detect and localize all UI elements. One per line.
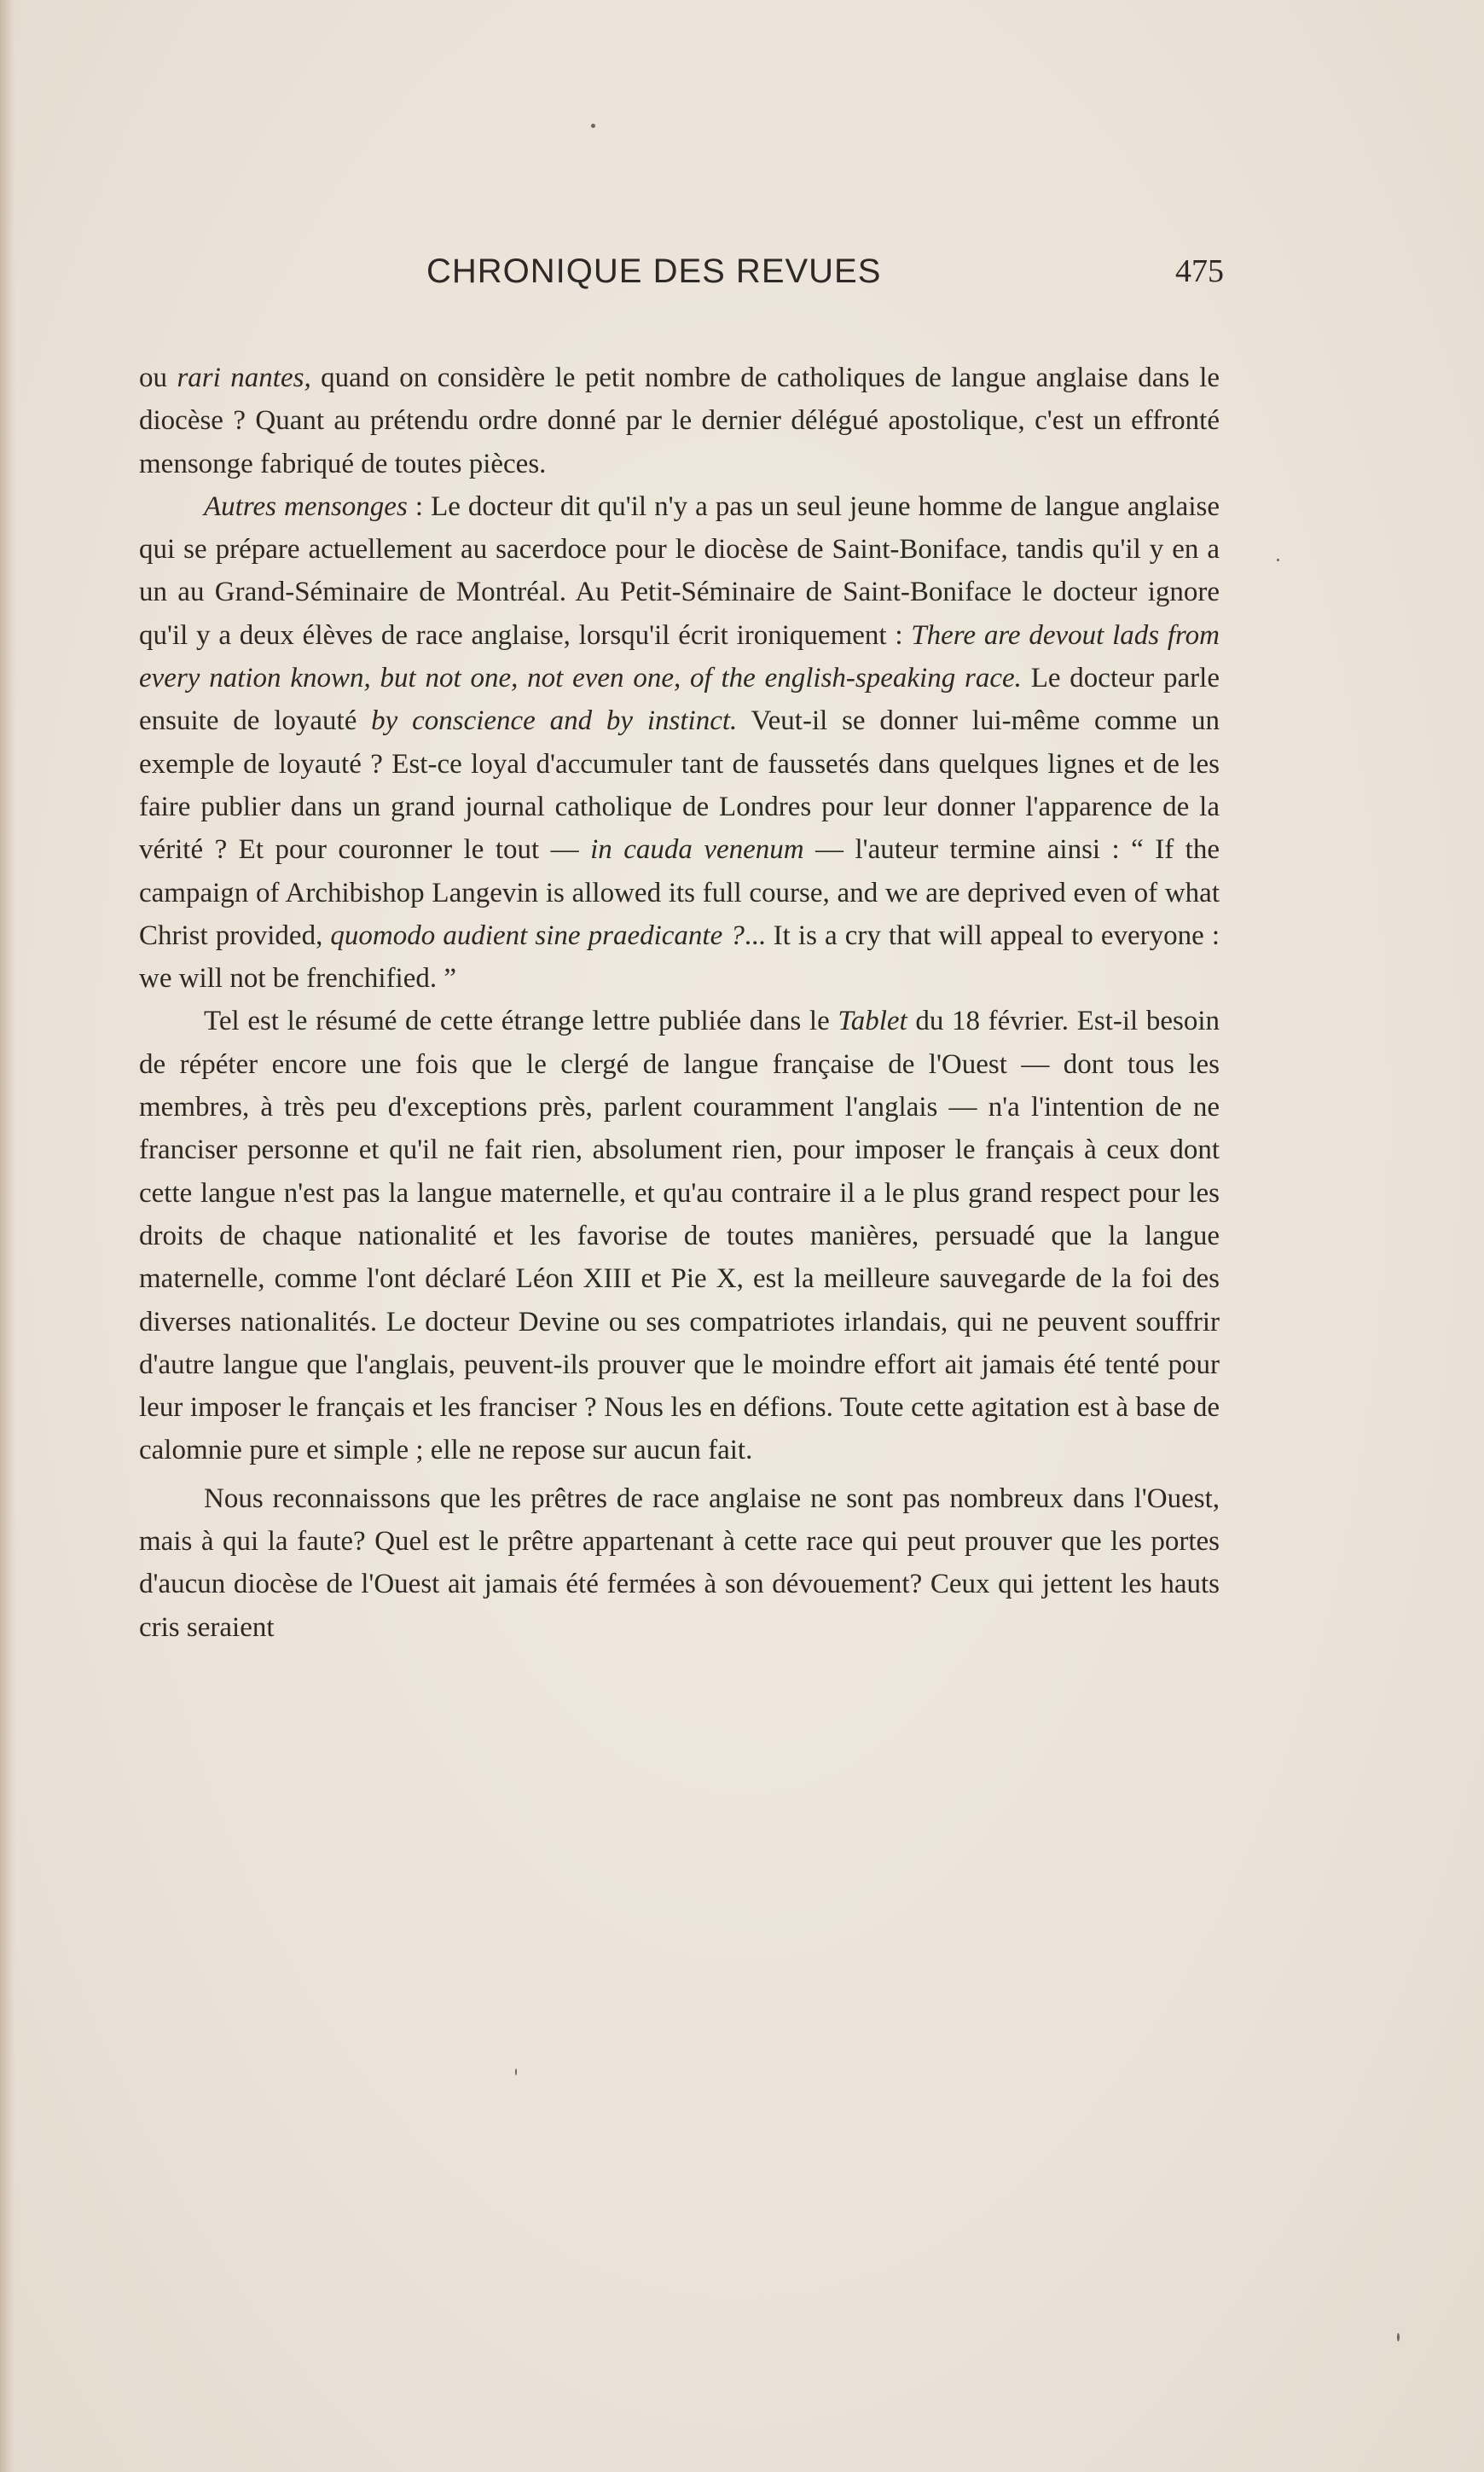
- text-run: Le docteur parle ensuite de loyauté: [139, 663, 1220, 737]
- text-run: ou: [139, 363, 177, 393]
- page-header: [426, 252, 1224, 304]
- text-run: : Le docteur dit qu'il n'y a pas un seul jeune homme de langue anglaise qui se prépare actuellement au sacerdoce pour le diocèse de Saint-Boniface, tandis qu'il y en a un au Grand-Séminaire de Montréal. Au Petit-Séminaire de Saint-Boniface le docteur ignore qu'il y a deux élèves de race anglaise, lorsqu'il écrit ironiquement :: [139, 490, 1220, 651]
- text-run: Nous reconnaissons que les prêtres de race anglaise ne sont pas nombreux dans l'Ouest, mais à qui la faute? Quel est le prêtre appartenant à cette race qui peut prouver que les portes d'aucun diocèse de l'Ouest ait jamais été fermées à son dévouement? Ceux qui jettent les hauts cris seraient: [139, 1483, 1220, 1643]
- paragraph-1: [139, 357, 1220, 485]
- paper-speck: [1397, 2333, 1400, 2341]
- text-run: ... It is a cry that will appeal to everyone : we will not be frenchified. ”: [139, 920, 1220, 995]
- paper-speck: [515, 2069, 517, 2075]
- text-run: — l'auteur termine ainsi : “ If the campaign of Archibishop Langevin is allowed its full course, and we are deprived even of what Christ provided,: [139, 834, 1220, 951]
- text-run: quand on considère le petit nombre de catholiques de langue anglaise dans le diocèse ? Quant au prétendu ordre donné par le dernier délégué apostolique, c'est un effronté mensonge fabriqué de toutes pièces.: [139, 363, 1220, 479]
- italic-run: Autres mensonges: [204, 490, 408, 522]
- page-number: 475: [1175, 253, 1224, 289]
- italic-run: There are devout lads from every nation known, but not one, not even one, of the english-speaking race.: [139, 619, 1220, 694]
- text-run: Veut-il se donner lui-même comme un exemple de loyauté ? Est-ce loyal d'accumuler tant de faussetés dans quelques lignes et de les faire publier dans un grand journal catholique de Londres pour leur donner l'apparence de la vérité ? Et pour couronner le tout —: [139, 705, 1220, 866]
- text-run: du 18 février. Est-il besoin de répéter encore une fois que le clergé de langue française de l'Ouest — dont tous les membres, à très peu d'exceptions près, parlent couramment l'anglais — n'a l'intention de ne franciser personne et qu'il ne fait rien, absolument rien, pour imposer le français à ceux dont cette langue n'est pas la langue maternelle, et qu'au contraire il a le plus grand respect pour les droits de chaque nationalité et les favorise de toutes manières, persuadé que la langue maternelle, comme l'ont déclaré Léon XIII et Pie X, est la meilleure sauvegarde de la foi des diverses nationalités. Le docteur Devine ou ses compatriotes irlandais, qui ne peuvent souffrir d'autre langue que l'anglais, peuvent-ils prouver que le moindre effort ait jamais été tenté pour leur imposer le français et les franciser ? Nous les en défions. Toute cette agitation est à base de calomnie pure et simple ; elle ne repose sur aucun fait.: [139, 1006, 1220, 1466]
- body-text: [139, 357, 1220, 1649]
- paragraph-2: [139, 485, 1220, 1001]
- italic-run: rari nantes,: [177, 363, 311, 393]
- paper-speck: [1277, 559, 1279, 561]
- italic-run: quomodo audient sine praedicante ?: [330, 920, 745, 951]
- running-title: CHRONIQUE DES REVUES: [426, 252, 882, 290]
- italic-run: Tablet: [838, 1006, 907, 1037]
- text-run: Tel est le résumé de cette étrange lettre publiée dans le: [204, 1006, 838, 1037]
- paragraph-4: [139, 1477, 1220, 1649]
- paper-speck: [591, 124, 595, 128]
- paragraph-3: [139, 1000, 1220, 1471]
- italic-run: by conscience and by instinct.: [371, 705, 738, 737]
- italic-run: in cauda venenum: [590, 834, 804, 866]
- page-edge-shadow: [0, 0, 15, 2472]
